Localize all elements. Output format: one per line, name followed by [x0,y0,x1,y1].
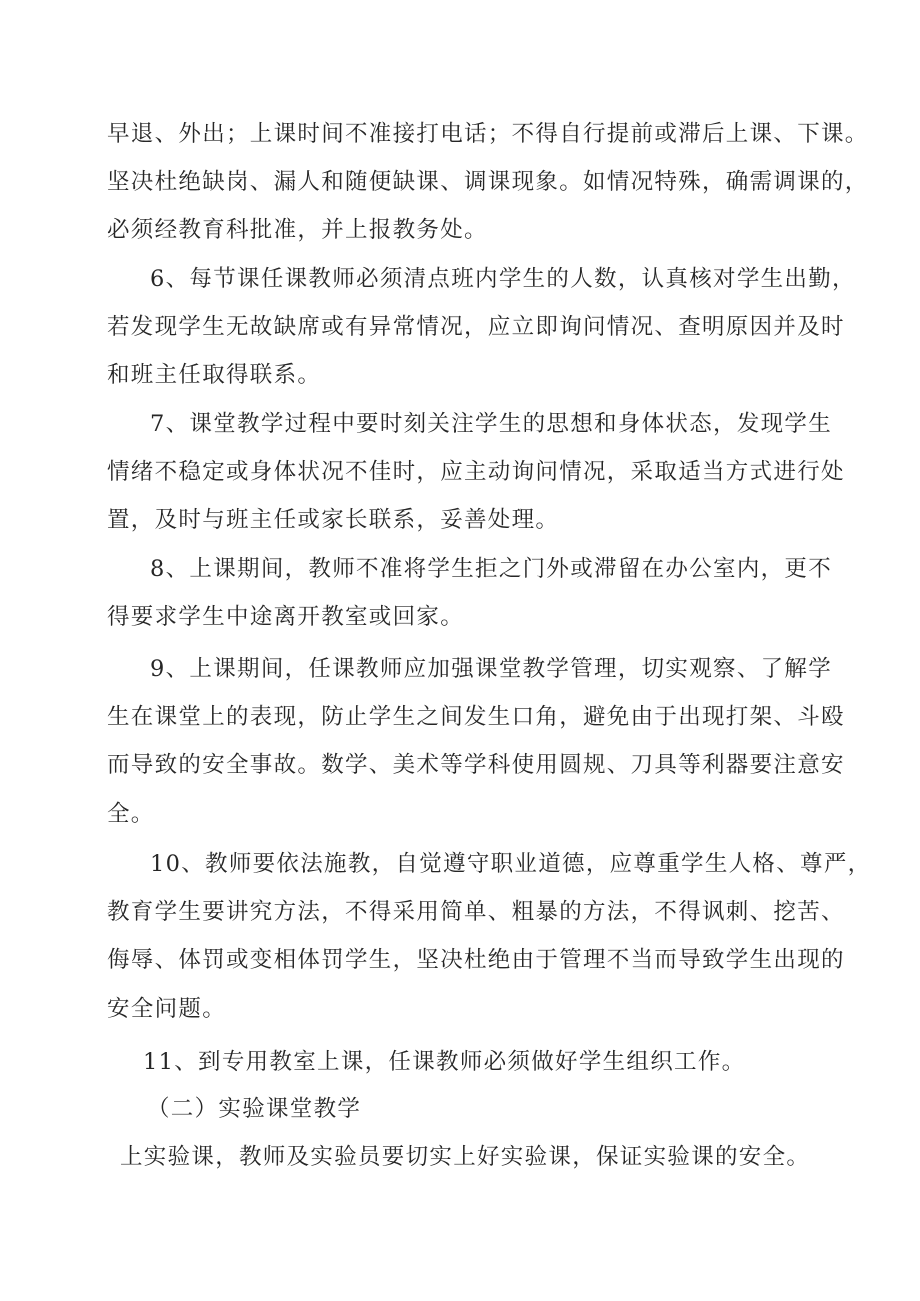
section-heading: （二）实验课堂教学 [147,1096,362,1122]
section-body: 上实验课，教师及实验员要切实上好实验课，保证实验课的安全。 [120,1144,811,1170]
text-line: 早退、外出；上课时间不准接打电话；不得自行提前或滞后上课、下课。 [107,121,869,147]
text-line: 教育学生要讲究方法，不得采用简单、粗暴的方法，不得讽刺、挖苦、 [107,899,845,925]
text-line: 安全问题。 [107,996,227,1022]
paragraph-8-start: 8、上课期间，教师不准将学生拒之门外或滞留在办公室内，更不 [150,556,833,582]
text-line: 得要求学生中途离开教室或回家。 [107,604,465,630]
text-line: 若发现学生无故缺席或有异常情况，应立即询问情况、查明原因并及时 [107,314,845,340]
paragraph-6-start: 6、每节课任课教师必须清点班内学生的人数，认真核对学生出勤， [150,266,856,292]
paragraph-7-start: 7、课堂教学过程中要时刻关注学生的思想和身体状态，发现学生 [150,411,833,437]
text-line: 生在课堂上的表现，防止学生之间发生口角，避免由于出现打架、斗殴 [107,704,845,730]
text-line: 全。 [107,801,155,827]
text-line: 和班主任取得联系。 [107,362,322,388]
paragraph-9-start: 9、上课期间，任课教师应加强课堂教学管理，切实观察、了解学 [150,656,833,682]
text-line: 而导致的安全事故。数学、美术等学科使用圆规、刀具等利器要注意安 [107,752,845,778]
text-line: 必须经教育科批准，并上报教务处。 [107,217,488,243]
text-line: 置，及时与班主任或家长联系，妥善处理。 [107,507,560,533]
text-line: 情绪不稳定或身体状况不佳时，应主动询问情况，采取适当方式进行处 [107,459,845,485]
paragraph-11: 11、到专用教室上课，任课教师必须做好学生组织工作。 [143,1049,746,1075]
paragraph-10-start: 10、教师要依法施教，自觉遵守职业道德，应尊重学生人格、尊严， [150,851,872,877]
text-line: 侮辱、体罚或变相体罚学生，坚决杜绝由于管理不当而导致学生出现的 [107,947,845,973]
text-line: 坚决杜绝缺岗、漏人和随便缺课、调课现象。如情况特殊，确需调课的， [107,169,869,195]
